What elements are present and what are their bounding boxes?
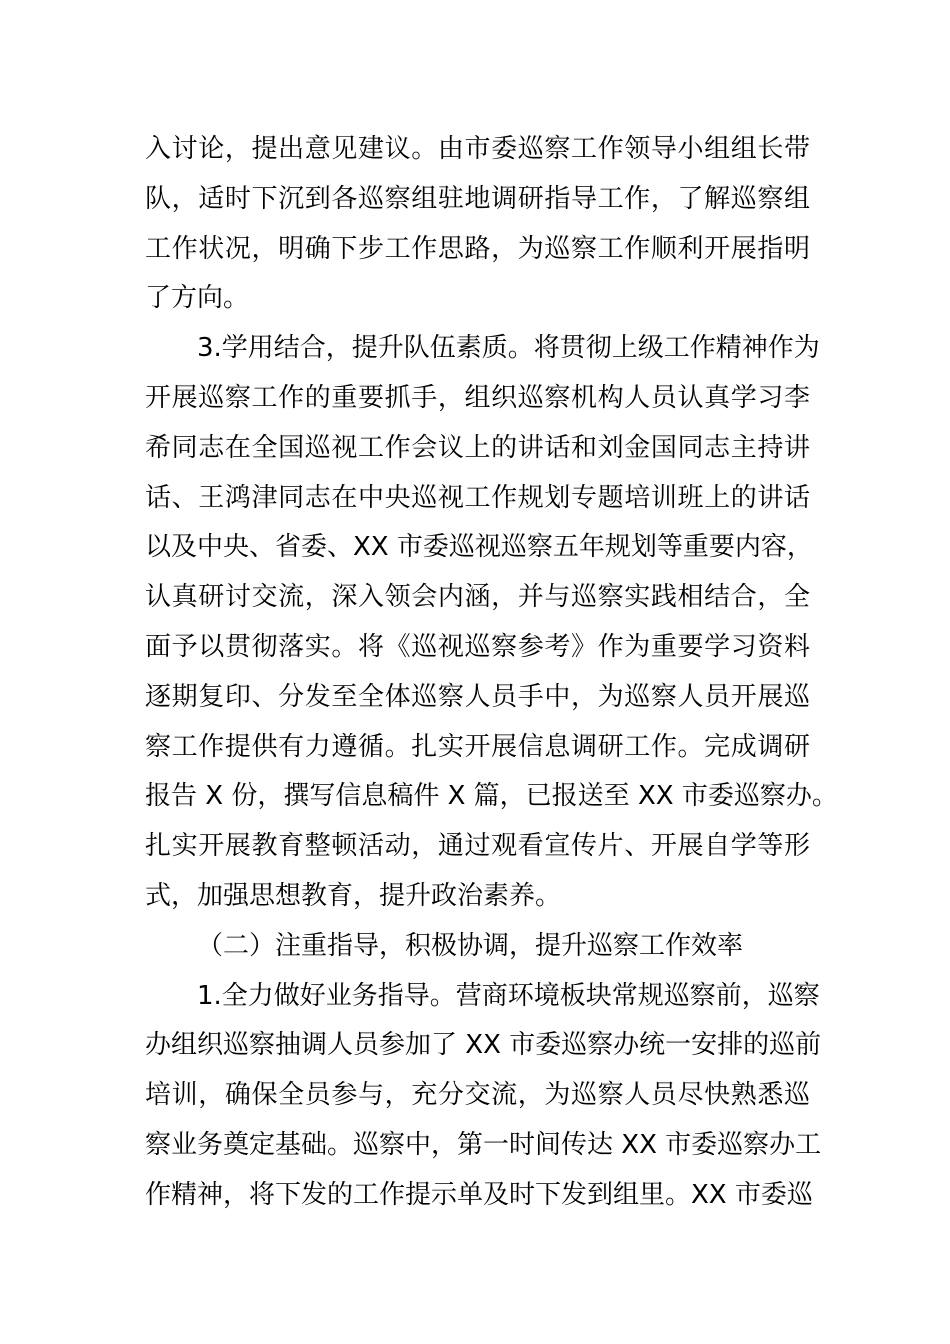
text-line: 办组织巡察抽调人员参加了 XX 市委巡察办统一安排的巡前 bbox=[145, 1030, 822, 1061]
text-line: 以及中央、省委、XX 市委巡视巡察五年规划等重要内容， bbox=[145, 532, 813, 563]
text-line: 入讨论，提出意见建议。由市委巡察工作领导小组组长带 bbox=[145, 134, 810, 164]
text-line: 逐期复印、分发至全体巡察人员手中，为巡察人员开展巡 bbox=[145, 681, 810, 712]
text-line: 工作状况，明确下步工作思路，为巡察工作顺利开展指明 bbox=[145, 233, 810, 264]
section-heading: （二）注重指导，积极协调，提升巡察工作效率 bbox=[197, 930, 744, 961]
text-line: 培训，确保全员参与，充分交流，为巡察人员尽快熟悉巡 bbox=[145, 1080, 810, 1111]
text-line: 面予以贯彻落实。将《巡视巡察参考》作为重要学习资料 bbox=[145, 631, 810, 662]
document-body bbox=[145, 125, 838, 1221]
text-line: 开展巡察工作的重要抓手，组织巡察机构人员认真学习李 bbox=[145, 382, 810, 413]
text-line: 话、王鸿津同志在中央巡视工作规划专题培训班上的讲话 bbox=[145, 482, 810, 513]
text-line: 作精神，将下发的工作提示单及时下发到组里。XX 市委巡 bbox=[145, 1179, 813, 1210]
paragraph-first-line: 3.学用结合，提升队伍素质。将贯彻上级工作精神作为 bbox=[197, 333, 820, 364]
paragraph-first-line: 1.全力做好业务指导。营商环境板块常规巡察前，巡察 bbox=[197, 980, 820, 1011]
text-line: 扎实开展教育整顿活动，通过观看宣传片、开展自学等形 bbox=[145, 831, 810, 862]
text-line: 察业务奠定基础。巡察中，第一时间传达 XX 市委巡察办工 bbox=[145, 1129, 822, 1160]
paragraph-last-line: 了方向。 bbox=[145, 283, 250, 314]
text-line: 报告 X 份，撰写信息稿件 X 篇，已报送至 XX 市委巡察办。 bbox=[145, 781, 838, 812]
text-line: 察工作提供有力遵循。扎实开展信息调研工作。完成调研 bbox=[145, 731, 810, 762]
text-line: 认真研讨交流，深入领会内涵，并与巡察实践相结合，全 bbox=[145, 582, 810, 613]
paragraph-last-line: 式，加强思想教育，提升政治素养。 bbox=[145, 880, 562, 911]
text-line: 希同志在全国巡视工作会议上的讲话和刘金国同志主持讲 bbox=[145, 432, 810, 463]
text-line: 队，适时下沉到各巡察组驻地调研指导工作，了解巡察组 bbox=[145, 183, 810, 214]
